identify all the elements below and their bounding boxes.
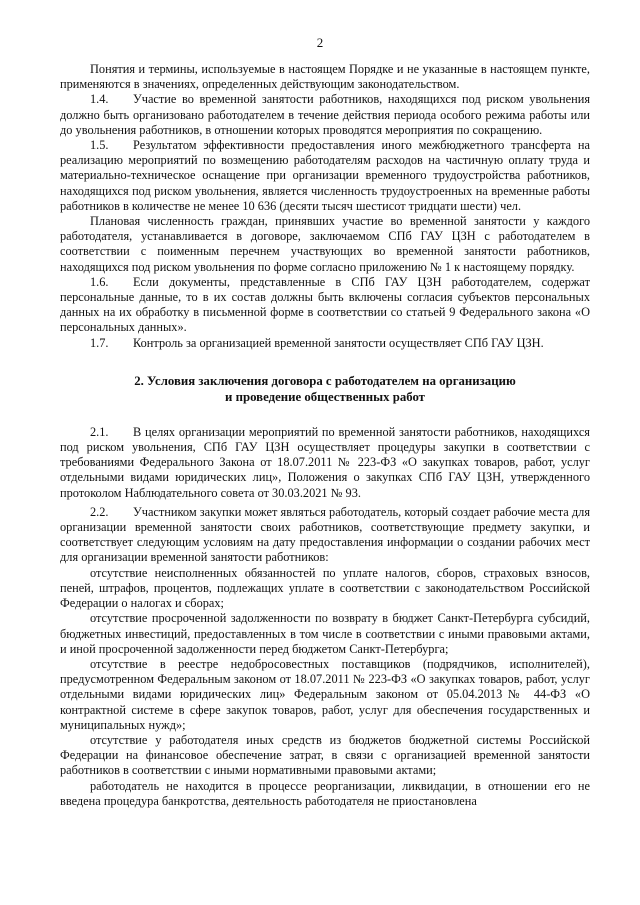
paragraph-2-1 [60,425,590,501]
paragraph-text: Участие во временной занятости работников, находящихся под риском увольнения должно быть организовано работодателем в течение действия периода особого режима работы или до увольнения работников, в отношении которых проводятся мероприятия по сокращению. [60,92,590,137]
page-number: 2 [316,35,324,50]
paragraph-text: Если документы, представленные в СПб ГАУ ЦЗН работодателем, содержат персональные данные, то в их состав должны быть включены согласия субъектов персональных данных на их обработку в письменной форме в соответствии со статьей 9 Федерального закона «О персональных данных». [60,274,590,335]
section-2-heading [60,373,590,405]
paragraph-text: Участником закупки может являться работодатель, который создает рабочие места для организации временной занятости своих работников, соответствующие предмету закупки, и соответствует следующим условиям на дату предоставления информации о создании рабочих мест для организации временной занятости работников: [60,504,590,565]
paragraph-number: 2.2. [90,504,109,519]
paragraph-text: Контроль за организацией временной занятости осуществляет СПб ГАУ ЦЗН. [133,335,544,350]
paragraph-2-2 [60,505,590,566]
condition-registry: отсутствие в реестре недобросовестных поставщиков (подрядчиков, исполнителей), предусмотренном Федеральным законом от 18.07.2011 № 223-ФЗ «О закупках товаров, работ, услуг отдельными видами юридических лиц» Федеральным законом от 05.04.2013№ 44-ФЗ «О контрактной системе в сфере закупок товаров, работ, услуг для обеспечения государственных и муниципальных нужд»; [60,656,590,732]
condition-debt: отсутствие просроченной задолженности по возврату в бюджет Санкт-Петербурга субсидий, бюджетных инвестиций, предоставленных в том числе в соответствии с иными правовыми актами, и иной просроченной задолженности перед бюджетом Санкт-Петербурга; [60,611,590,656]
condition-reorganization: работодатель не находится в процессе реорганизации, ликвидации, в отношении его не введена процедура банкротства, деятельность работодателя не приостановлена [60,778,590,808]
paragraph-1-7 [60,336,590,351]
paragraph-text: Результатом эффективности предоставления иного межбюджетного трансферта на реализацию мероприятий по возмещению работодателям расходов на частичную оплату труда и материально-техническое оснащение при организации временного трудоустройства работников, находящихся под риском увольнения, является численность трудоустроенных на временные работы работников в количестве не менее 10 636 (десяти тысяч шестисот тридцати шести) чел. [60,138,590,213]
paragraph-number: 1.4. [90,92,109,107]
condition-other-funds: отсутствие у работодателя иных средств из бюджетов бюджетной системы Российской Федерации на финансовое обеспечение затрат, в связи с организацией временной занятости работников в соответствии с иными нормативными правовыми актами; [60,732,590,778]
paragraph-text: В целях организации мероприятий по временной занятости работников, находящихся под риском увольнения, СПб ГАУ ЦЗН осуществляет процедуры закупки в соответствии с требованиями Федерального Закона от 18.07.2011 № 223-ФЗ «О закупках товаров, работ, услуг отдельными видами юридических лиц», Положения о закупках СПб ГАУ ЦЗН, утвержденного протоколом Наблюдательного совета от 30.03.2021 № 93. [60,424,590,500]
document-body [60,62,590,809]
paragraph-1-4 [60,92,590,138]
paragraph-1-6 [60,275,590,336]
condition-taxes: отсутствие неисполненных обязанностей по уплате налогов, сборов, страховых взносов, пеней, штрафов, процентов, подлежащих уплате в соответствии с законодательством Российской Федерации о налогах и сборах; [60,565,590,611]
paragraph-1-5 [60,138,590,214]
paragraph-number: 1.7. [90,335,109,350]
paragraph-1-3-continuation: Понятия и термины, используемые в настоящем Порядке и не указанные в настоящем пункте, применяются в значениях, определенных действующим законодательством. [60,62,590,92]
paragraph-1-5-plan: Плановая численность граждан, принявших участие во временной занятости у каждого работодателя, устанавливается в договоре, заключаемом СПб ГАУ ЦЗН с работодателем в соответствии с поименным перечнем участвующих во временной занятости работников, находящихся под риском увольнения по форме согласно приложению № 1 к настоящему порядку. [60,214,590,274]
paragraph-number: 1.5. [90,138,109,153]
section-2-heading-line-1: 2. Условия заключения договора с работодателем на организацию [134,373,516,388]
paragraph-number: 1.6. [90,274,109,289]
paragraph-number: 2.1. [90,424,109,439]
section-2-heading-line-2: и проведение общественных работ [225,389,425,404]
